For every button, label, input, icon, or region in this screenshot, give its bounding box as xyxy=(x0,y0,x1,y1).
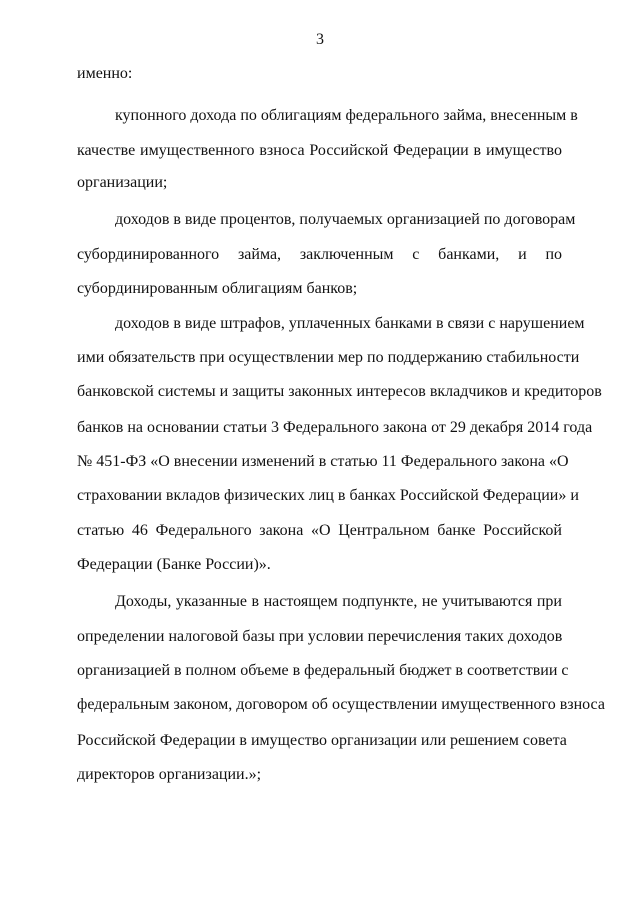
text-line: страховании вкладов физических лиц в банках Российской Федерации» и xyxy=(77,487,579,504)
text-line: статью 46 Федерального закона «О Центральном банке Российской xyxy=(77,522,562,539)
text-line: Российской Федерации в имущество организации или решением совета xyxy=(77,732,567,749)
text-line: купонного дохода по облигациям федерального займа, внесенным в xyxy=(115,107,578,124)
page-number: 3 xyxy=(316,31,324,48)
text-line: доходов в виде процентов, получаемых организацией по договорам xyxy=(115,211,576,228)
text-line: федеральным законом, договором об осуществлении имущественного взноса xyxy=(77,696,605,713)
text-line: субординированным облигациям банков; xyxy=(77,280,358,297)
text-line: определении налоговой базы при условии перечисления таких доходов xyxy=(77,628,563,645)
text-line: банков на основании статьи 3 Федерального закона от 29 декабря 2014 года xyxy=(77,419,593,436)
text-line: организацией в полном объеме в федеральный бюджет в соответствии с xyxy=(77,662,569,679)
text-line: качестве имущественного взноса Российской Федерации в имущество xyxy=(77,142,562,159)
text-line: организации; xyxy=(77,174,168,191)
text-line: банковской системы и защиты законных интересов вкладчиков и кредиторов xyxy=(77,383,602,400)
text-line: субординированного займа, заключенным с банками, и по xyxy=(77,246,562,263)
text-line: Доходы, указанные в настоящем подпункте, не учитываются при xyxy=(115,593,562,610)
text-line: № 451-ФЗ «О внесении изменений в статью 11 Федерального закона «О xyxy=(77,453,569,470)
text-line: директоров организации.»; xyxy=(77,766,262,783)
text-line: ими обязательств при осуществлении мер по поддержанию стабильности xyxy=(77,349,580,366)
text-line: Федерации (Банке России)». xyxy=(77,556,271,573)
text-line: именно: xyxy=(77,65,133,82)
text-line: доходов в виде штрафов, уплаченных банками в связи с нарушением xyxy=(115,315,585,332)
